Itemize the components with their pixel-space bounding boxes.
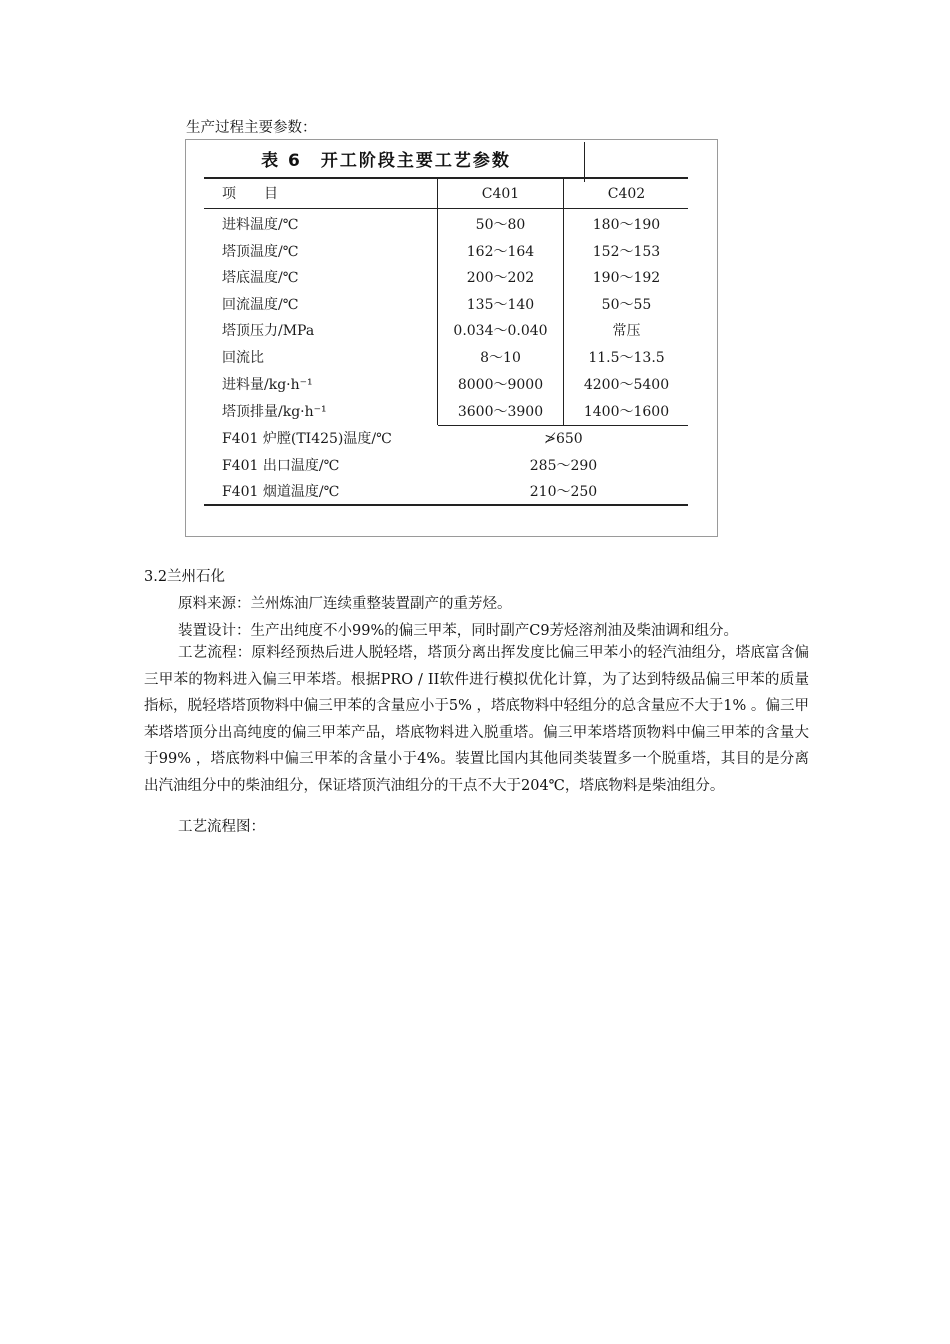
row-c401: 162～164 <box>466 244 535 260</box>
row-item: 进料温度/℃ <box>222 217 299 233</box>
row-item: 塔顶温度/℃ <box>222 244 299 260</box>
row-c401: 8000～9000 <box>457 377 544 393</box>
row-c401: 3600～3900 <box>457 404 544 420</box>
span-row-value: 210～250 <box>529 484 598 500</box>
process-parameter-table <box>185 139 718 537</box>
row-c402: 180～190 <box>592 217 661 233</box>
row-c402: 190～192 <box>592 270 661 286</box>
row-c401: 135～140 <box>466 297 535 313</box>
span-row-item: F401 炉膛(TI425)温度/℃ <box>222 431 392 447</box>
process-flow-paragraph: 工艺流程：原料经预热后进人脱轻塔，塔顶分离出挥发度比偏三甲苯小的轻汽油组分，塔底富含偏三甲苯的物料进入偏三甲苯塔。根据PRO / II软件进行模拟优化计算，为了达到特级品偏三甲苯的质量指标，脱轻塔塔顶物料中偏三甲苯的含量应小于5% ，塔底物料中轻组分的总含量应不大于1% 。偏三甲苯塔塔顶分出高纯度的偏三甲苯产品，塔底物料进入脱重塔。偏三甲苯塔塔顶物料中偏三甲苯的含量大于99% ，塔底物料中偏三甲苯的含量小于4%。装置比国内其他同类装置多一个脱重塔，其目的是分离出汽油组分中的柴油组分，保证塔顶汽油组分的干点不大于204℃，塔底物料是柴油组分。 <box>144 645 809 794</box>
table-header-rule <box>204 208 688 209</box>
row-c401: 8～10 <box>480 350 521 366</box>
row-c402: 152～153 <box>592 244 661 260</box>
header-item: 项 目 <box>222 186 278 202</box>
title-divider <box>584 142 585 182</box>
row-c402: 11.5～13.5 <box>588 350 665 366</box>
row-c402: 4200～5400 <box>583 377 670 393</box>
span-row-item: F401 出口温度/℃ <box>222 458 340 474</box>
row-c401: 200～202 <box>466 270 535 286</box>
row-item: 塔顶排量/kg·h⁻¹ <box>222 404 327 420</box>
row-c402: 常压 <box>612 323 641 339</box>
section-title: 3.2兰州石化 <box>144 569 226 585</box>
row-c401: 0.034～0.040 <box>453 323 548 339</box>
design-paragraph: 装置设计：生产出纯度不小99%的偏三甲苯，同时副产C9芳烃溶剂油及柴油调和组分。 <box>178 623 739 639</box>
row-c402: 1400～1600 <box>583 404 670 420</box>
row-c402: 50～55 <box>601 297 652 313</box>
span-row-value: 285～290 <box>529 458 598 474</box>
intro-label: 生产过程主要参数： <box>186 120 317 136</box>
raw-material-paragraph: 原料来源：兰州炼油厂连续重整装置副产的重芳烃。 <box>178 596 512 612</box>
span-row-value: ≯650 <box>544 431 583 447</box>
flow-diagram-label: 工艺流程图： <box>178 819 265 835</box>
table-title: 表 6 开工阶段主要工艺参数 <box>261 151 511 171</box>
row-item: 回流比 <box>222 350 264 366</box>
table-top-rule <box>204 177 688 179</box>
row-item: 塔顶压力/MPa <box>222 323 315 339</box>
span-row-item: F401 烟道温度/℃ <box>222 484 340 500</box>
header-c402: C402 <box>607 186 646 202</box>
row-item: 回流温度/℃ <box>222 297 299 313</box>
header-c401: C401 <box>481 186 520 202</box>
row-item: 进料量/kg·h⁻¹ <box>222 377 313 393</box>
row-c401: 50～80 <box>475 217 526 233</box>
row-item: 塔底温度/℃ <box>222 270 299 286</box>
